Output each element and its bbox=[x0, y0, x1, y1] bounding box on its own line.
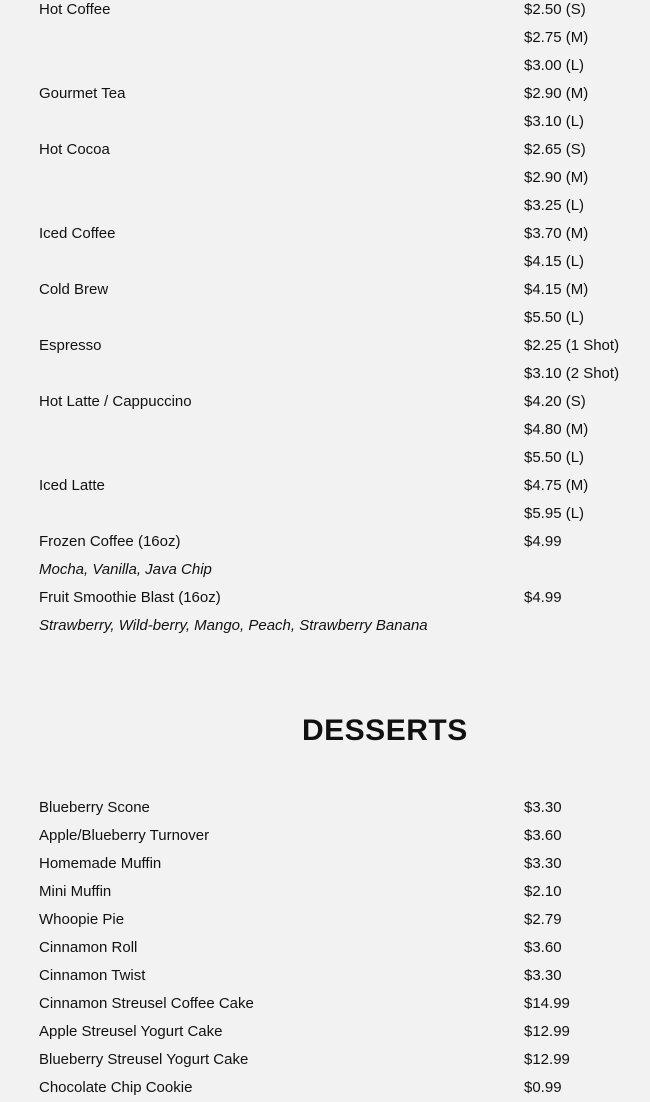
item-price: $3.10 (L) bbox=[524, 113, 585, 130]
item-price: $2.10 bbox=[524, 883, 562, 900]
menu-row bbox=[39, 1074, 629, 1102]
item-price: $5.50 (L) bbox=[524, 449, 585, 466]
menu-row bbox=[39, 416, 629, 444]
menu-row bbox=[39, 332, 629, 360]
menu bbox=[39, 0, 629, 1102]
item-name: Blueberry Streusel Yogurt Cake bbox=[39, 1051, 249, 1068]
flavor-note: Mocha, Vanilla, Java Chip bbox=[39, 561, 212, 578]
item-price: $3.30 bbox=[524, 855, 562, 872]
item-price: $3.00 (L) bbox=[524, 57, 585, 74]
item-price: $2.25 (1 Shot) bbox=[524, 337, 620, 354]
menu-row bbox=[39, 878, 629, 906]
item-price: $3.60 bbox=[524, 939, 562, 956]
item-price: $4.75 (M) bbox=[524, 477, 589, 494]
item-name: Mini Muffin bbox=[39, 883, 112, 900]
menu-row bbox=[39, 248, 629, 276]
flavor-note-row bbox=[39, 612, 629, 640]
menu-row bbox=[39, 192, 629, 220]
item-price: $4.15 (L) bbox=[524, 253, 585, 270]
flavor-note: Strawberry, Wild-berry, Mango, Peach, Strawberry Banana bbox=[39, 617, 428, 634]
item-price: $4.20 (S) bbox=[524, 393, 586, 410]
menu-row bbox=[39, 24, 629, 52]
menu-row bbox=[39, 52, 629, 80]
item-price: $3.10 (2 Shot) bbox=[524, 365, 620, 382]
menu-row bbox=[39, 136, 629, 164]
item-name: Frozen Coffee (16oz) bbox=[39, 533, 181, 550]
item-name: Gourmet Tea bbox=[39, 85, 126, 102]
item-price: $12.99 bbox=[524, 1023, 570, 1040]
menu-row bbox=[39, 850, 629, 878]
menu-row bbox=[39, 934, 629, 962]
item-price: $3.30 bbox=[524, 967, 562, 984]
item-price: $3.30 bbox=[524, 799, 562, 816]
menu-row bbox=[39, 388, 629, 416]
menu-row bbox=[39, 990, 629, 1018]
item-name: Chocolate Chip Cookie bbox=[39, 1079, 193, 1096]
desserts-list bbox=[39, 794, 629, 1102]
menu-row bbox=[39, 472, 629, 500]
item-price: $2.90 (M) bbox=[524, 169, 589, 186]
item-price: $14.99 bbox=[524, 995, 570, 1012]
menu-row bbox=[39, 276, 629, 304]
menu-row bbox=[39, 584, 629, 612]
flavor-note-row bbox=[39, 556, 629, 584]
desserts-heading: DESSERTS bbox=[302, 714, 468, 747]
item-name: Whoopie Pie bbox=[39, 911, 125, 928]
item-name: Hot Coffee bbox=[39, 1, 111, 18]
item-name: Hot Cocoa bbox=[39, 141, 110, 158]
item-name: Hot Latte / Cappuccino bbox=[39, 393, 192, 410]
item-name: Apple/Blueberry Turnover bbox=[39, 827, 210, 844]
item-price: $4.99 bbox=[524, 533, 562, 550]
item-price: $4.99 bbox=[524, 589, 562, 606]
menu-row bbox=[39, 304, 629, 332]
menu-row bbox=[39, 164, 629, 192]
item-price: $0.99 bbox=[524, 1079, 562, 1096]
item-name: Fruit Smoothie Blast (16oz) bbox=[39, 589, 221, 606]
item-name: Blueberry Scone bbox=[39, 799, 150, 816]
item-price: $2.79 bbox=[524, 911, 562, 928]
menu-row bbox=[39, 360, 629, 388]
item-price: $2.90 (M) bbox=[524, 85, 589, 102]
menu-row bbox=[39, 906, 629, 934]
drinks-list bbox=[39, 0, 629, 640]
menu-row bbox=[39, 0, 629, 24]
desserts-heading-wrap bbox=[39, 690, 629, 772]
item-name: Iced Coffee bbox=[39, 225, 116, 242]
item-price: $3.25 (L) bbox=[524, 197, 585, 214]
item-price: $3.60 bbox=[524, 827, 562, 844]
item-name: Apple Streusel Yogurt Cake bbox=[39, 1023, 223, 1040]
menu-row bbox=[39, 1018, 629, 1046]
menu-row bbox=[39, 80, 629, 108]
item-name: Cinnamon Roll bbox=[39, 939, 138, 956]
item-name: Cinnamon Streusel Coffee Cake bbox=[39, 995, 254, 1012]
item-price: $12.99 bbox=[524, 1051, 570, 1068]
menu-row bbox=[39, 794, 629, 822]
item-name: Iced Latte bbox=[39, 477, 105, 494]
item-price: $2.65 (S) bbox=[524, 141, 586, 158]
menu-row bbox=[39, 962, 629, 990]
item-price: $2.50 (S) bbox=[524, 1, 586, 18]
item-name: Homemade Muffin bbox=[39, 855, 162, 872]
menu-row bbox=[39, 528, 629, 556]
item-price: $5.50 (L) bbox=[524, 309, 585, 326]
item-name: Cold Brew bbox=[39, 281, 109, 298]
item-price: $4.80 (M) bbox=[524, 421, 589, 438]
menu-row bbox=[39, 500, 629, 528]
item-name: Espresso bbox=[39, 337, 102, 354]
item-price: $2.75 (M) bbox=[524, 29, 589, 46]
item-name: Cinnamon Twist bbox=[39, 967, 146, 984]
item-price: $3.70 (M) bbox=[524, 225, 589, 242]
menu-row bbox=[39, 822, 629, 850]
menu-row bbox=[39, 108, 629, 136]
item-price: $5.95 (L) bbox=[524, 505, 585, 522]
menu-row bbox=[39, 444, 629, 472]
menu-row bbox=[39, 220, 629, 248]
menu-row bbox=[39, 1046, 629, 1074]
item-price: $4.15 (M) bbox=[524, 281, 589, 298]
